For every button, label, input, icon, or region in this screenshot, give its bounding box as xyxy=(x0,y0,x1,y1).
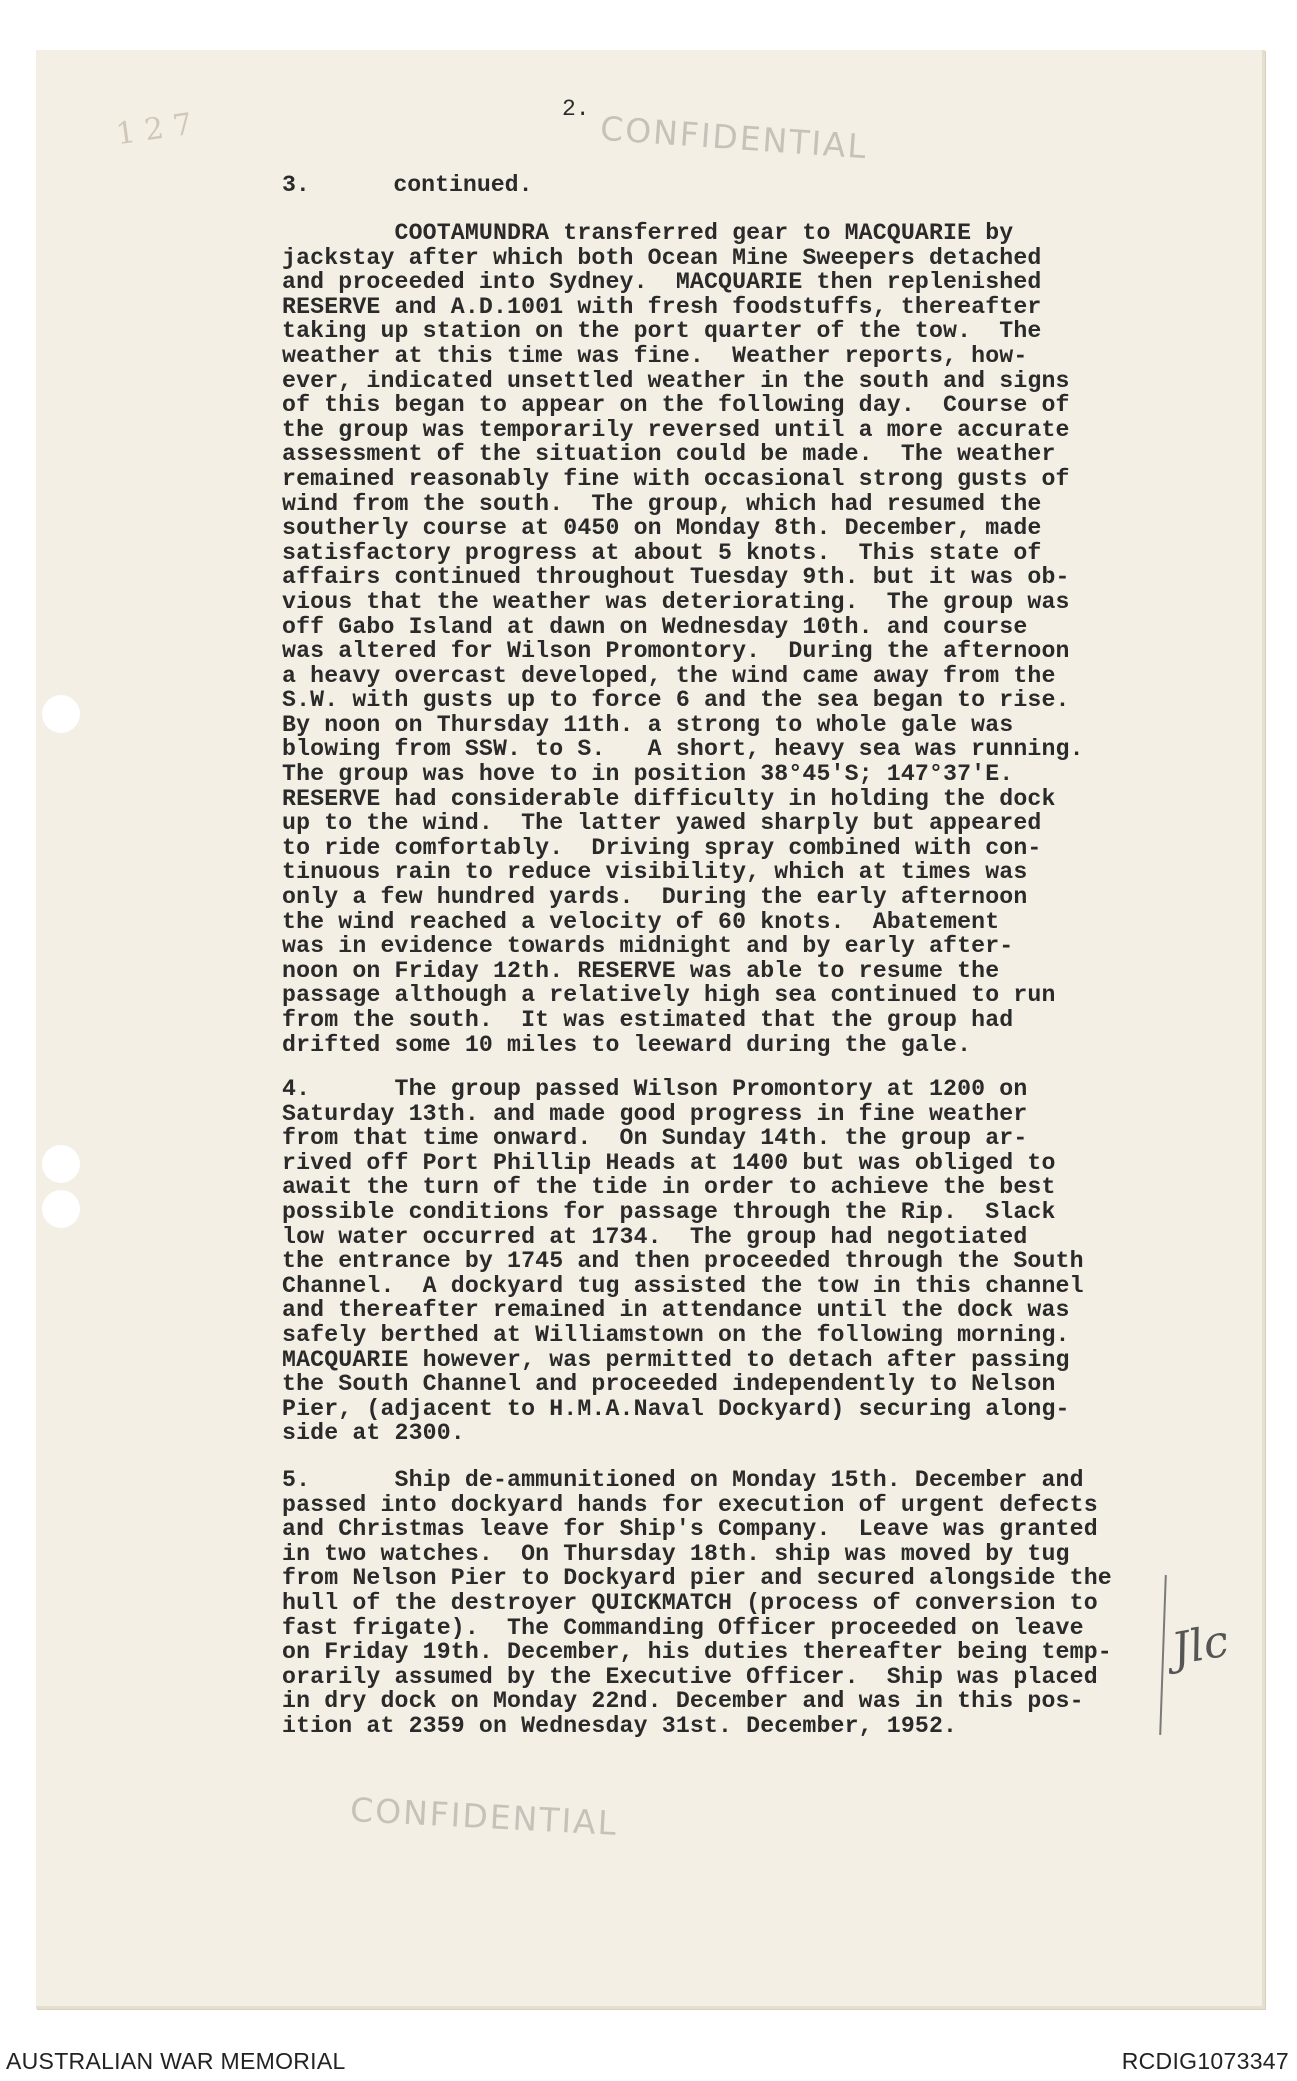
confidential-stamp-bottom: CONFIDENTIAL xyxy=(349,1790,620,1843)
pencil-folio-mark: 1 2 7 xyxy=(113,106,195,153)
paragraph-4: 4. The group passed Wilson Promontory at 1200 on Saturday 13th. and made good progress in fine weather from that time onward. On Sunday 14th. the group ar- rived off Port Phillip Heads at 1400 but was obliged to await the turn of the tide in order to achieve the best possible conditions for passage through the Rip. Slack low water occurred at 1734. The group had negotiated the entrance by 1745 and then proceeded through the South Channel. A dockyard tug assisted the tow in this channel and thereafter remained in attendance until the dock was safely berthed at Williamstown on the following morning. MACQUARIE however, was permitted to detach after passing the South Channel and proceeded independently to Nelson Pier, (adjacent to H.M.A.Naval Dockyard) securing along- side at 2300. xyxy=(282,1076,1084,1447)
handwritten-initials: Jlc xyxy=(1168,1615,1233,1676)
punch-hole xyxy=(42,1190,80,1228)
section-number: 3. xyxy=(282,172,310,198)
section-heading xyxy=(282,172,533,198)
paragraph-5: 5. Ship de-ammunitioned on Monday 15th. December and passed into dockyard hands for execution of urgent defects and Christmas leave for Ship's Company. Leave was granted in two watches. On Thursday 18th. ship was moved by tug from Nelson Pier to Dockyard pier and secured alongside the hull of the destroyer QUICKMATCH (process of conversion to fast frigate). The Commanding Officer proceeded on leave on Friday 19th. December, his duties thereafter being temp- orarily assumed by the Executive Officer. Ship was placed in dry dock on Monday 22nd. December and was in this pos- ition at 2359 on Wednesday 31st. December, 1952. xyxy=(282,1467,1112,1739)
footer-institution: AUSTRALIAN WAR MEMORIAL xyxy=(6,2048,346,2074)
page-number: 2. xyxy=(562,96,590,122)
section-heading-text: continued. xyxy=(393,172,533,198)
footer-identifier: RCDIG1073347 xyxy=(1121,2048,1289,2074)
punch-hole xyxy=(42,695,80,733)
punch-hole xyxy=(42,1145,80,1183)
paragraph-3-body: COOTAMUNDRA transferred gear to MACQUARIE by jackstay after which both Ocean Mine Sweepers detached and proceeded into Sydney. MACQUARIE then replenished RESERVE and A.D.1001 with fresh foodstuffs, thereafter taking up station on the port quarter of the tow. The weather at this time was fine. Weather reports, how- ever, indicated unsettled weather in the south and signs of this began to appear on the following day. Course of the group was temporarily reversed until a more accurate assessment of the situation could be made. The weather remained reasonably fine with occasional strong gusts of wind from the south. The group, which had resumed the southerly course at 0450 on Monday 8th. December, made satisfactory progress at about 5 knots. This state of affairs continued throughout Tuesday 9th. but it was ob- vious that the weather was deteriorating. The group was off Gabo Island at dawn on Wednesday 10th. and course was altered for Wilson Promontory. During the afternoon a heavy overcast developed, the wind came away from the S.W. with gusts up to force 6 and the sea began to rise. By noon on Thursday 11th. a strong to whole gale was blowing from SSW. to S. A short, heavy sea was running. The group was hove to in position 38°45'S; 147°37'E. RESERVE had considerable difficulty in holding the dock up to the wind. The latter yawed sharply but appeared to ride comfortably. Driving spray combined with con- tinuous rain to reduce visibility, which at times was only a few hundred yards. During the early afternoon the wind reached a velocity of 60 knots. Abatement was in evidence towards midnight and by early after- noon on Friday 12th. RESERVE was able to resume the passage although a relatively high sea continued to run from the south. It was estimated that the group had drifted some 10 miles to leeward during the gale. xyxy=(282,220,1084,1058)
confidential-stamp-top: CONFIDENTIAL xyxy=(598,108,870,167)
